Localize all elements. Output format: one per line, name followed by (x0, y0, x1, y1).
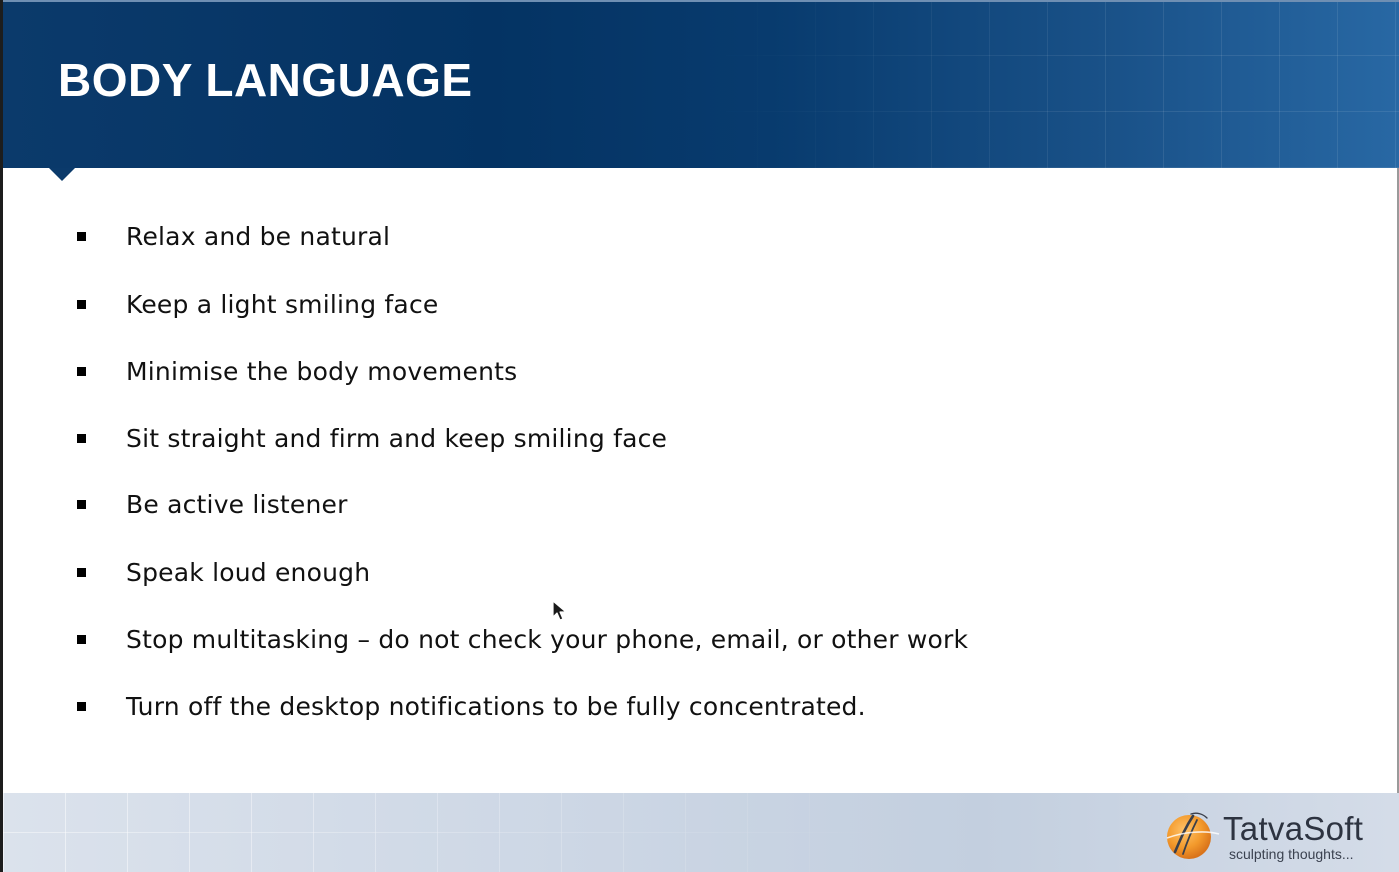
bullet-item (77, 286, 438, 322)
logo-tagline: sculpting thoughts... (1229, 846, 1354, 862)
bullet-item (77, 621, 968, 657)
header-top-border (3, 0, 1399, 2)
bullet-item (77, 420, 667, 456)
square-bullet-icon (77, 635, 86, 644)
header-pointer-notch (49, 168, 75, 181)
bullet-text: Sit straight and firm and keep smiling face (126, 423, 668, 453)
bullet-text: Minimise the body movements (126, 356, 518, 386)
bullet-text: Stop multitasking – do not check your phone, email, or other work (126, 624, 969, 654)
logo-name: TatvaSoft (1223, 810, 1364, 847)
tatvasoft-logo (1163, 808, 1393, 864)
slide-left-border (0, 0, 3, 872)
tatvasoft-logo-icon (1163, 808, 1223, 864)
square-bullet-icon (77, 702, 86, 711)
bullet-item (77, 688, 866, 724)
bullet-item (77, 486, 348, 522)
bullet-text: Speak loud enough (126, 557, 371, 587)
bullet-text: Relax and be natural (126, 221, 391, 251)
bullet-item (77, 353, 517, 389)
square-bullet-icon (77, 568, 86, 577)
footer-grid-pattern (3, 793, 903, 872)
bullet-item (77, 218, 390, 254)
bullet-item (77, 554, 370, 590)
square-bullet-icon (77, 232, 86, 241)
slide-title: BODY LANGUAGE (58, 54, 473, 106)
bullet-text: Be active listener (126, 489, 348, 519)
bullet-text: Keep a light smiling face (126, 289, 439, 319)
mouse-pointer-icon (552, 600, 568, 622)
square-bullet-icon (77, 500, 86, 509)
bullet-text: Turn off the desktop notifications to be fully concentrated. (126, 691, 866, 721)
header-grid-pattern (699, 0, 1399, 168)
square-bullet-icon (77, 367, 86, 376)
square-bullet-icon (77, 300, 86, 309)
square-bullet-icon (77, 434, 86, 443)
